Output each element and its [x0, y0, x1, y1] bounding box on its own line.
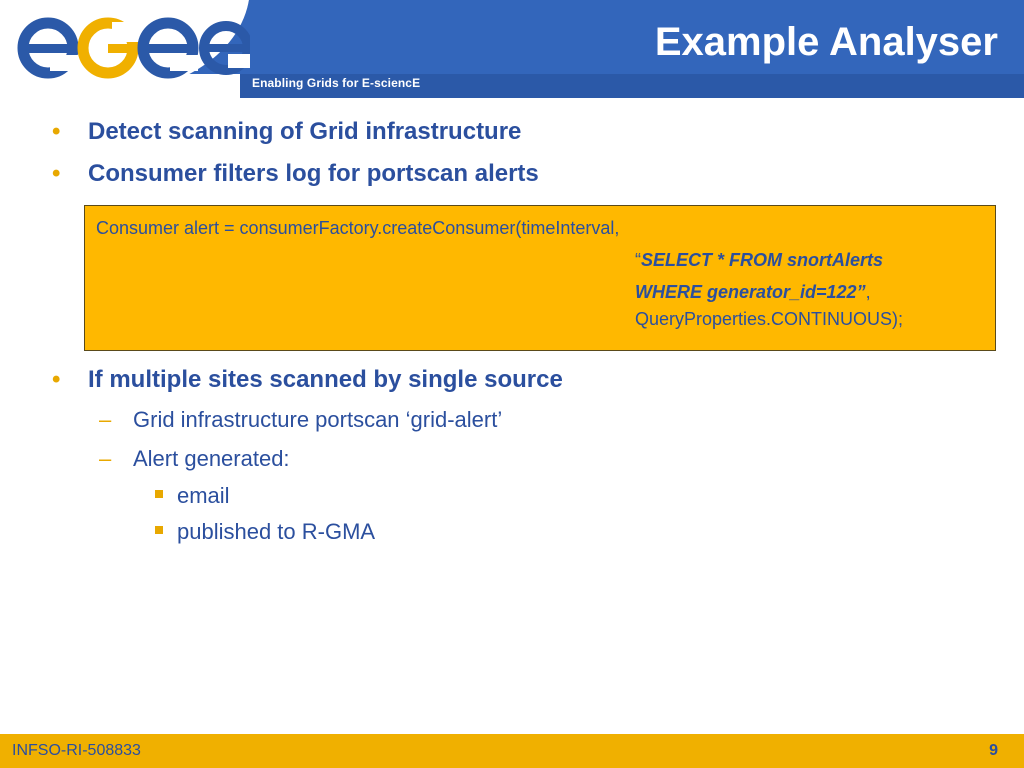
footer-bar	[0, 734, 1024, 768]
bullet-dot-icon: •	[52, 160, 61, 187]
open-quote: “	[635, 250, 641, 270]
slide-title: Example Analyser	[654, 20, 998, 64]
bullet-text: If multiple sites scanned by single source	[88, 366, 563, 393]
code-line-4: QueryProperties.CONTINUOUS);	[635, 309, 904, 329]
logo-tagline: Enabling Grids for E-sciencE	[252, 76, 421, 90]
bullet-dot-icon: •	[52, 366, 61, 393]
sub-sub-bullet-text: email	[177, 483, 230, 508]
sub-bullet-text: Alert generated:	[133, 446, 290, 471]
sub-sub-bullet-item	[177, 483, 230, 509]
sub-bullet-item	[99, 446, 290, 472]
code-line-1: Consumer alert = consumerFactory.createConsumer(timeInterval,	[96, 218, 620, 238]
query-where: WHERE generator_id=122	[635, 282, 857, 302]
sub-sub-bullet-text: published to R-GMA	[177, 519, 376, 544]
sub-bullet-item	[99, 407, 503, 433]
bullet-text: Consumer filters log for portscan alerts	[88, 160, 539, 187]
dash-icon: –	[99, 407, 112, 432]
code-line-3	[635, 282, 871, 303]
sub-sub-bullet-item	[177, 519, 375, 545]
footer-project-id: INFSO-RI-508833	[12, 742, 141, 759]
comma: ,	[865, 282, 871, 302]
square-bullet-icon	[155, 526, 163, 534]
query-select: SELECT * FROM snortAlerts	[641, 250, 884, 270]
square-bullet-icon	[155, 490, 163, 498]
bullet-text: Detect scanning of Grid infrastructure	[88, 118, 522, 145]
dash-icon: –	[99, 446, 112, 471]
code-box	[84, 205, 996, 351]
egee-logo	[0, 0, 250, 96]
page-number: 9	[989, 742, 998, 759]
egee-logo-letters	[23, 22, 250, 73]
sub-bullet-text: Grid infrastructure portscan ‘grid-alert’	[133, 407, 503, 432]
code-line-2	[635, 250, 883, 271]
bullet-item	[52, 366, 563, 394]
bullet-item	[52, 160, 539, 188]
bullet-dot-icon: •	[52, 118, 61, 145]
bullet-item	[52, 118, 522, 146]
close-quote: ”	[856, 282, 866, 302]
